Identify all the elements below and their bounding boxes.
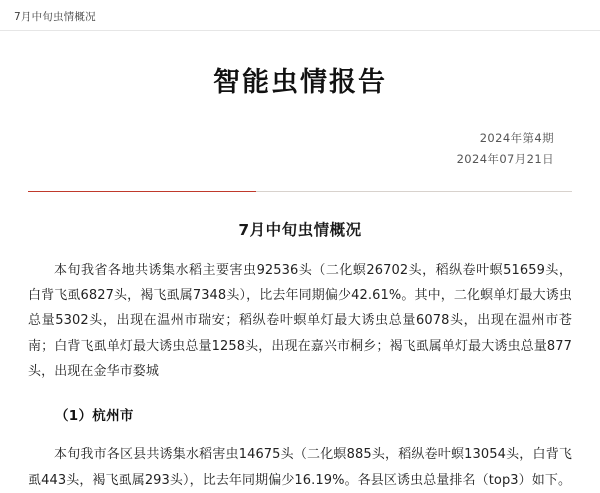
paragraph-overview: 本旬我省各地共诱集水稻主要害虫92536头（二化螟26702头，稻纵卷叶螟51659头，白背飞虱6827头，褐飞虱属7348头），比去年同期偏少42.61%。其中，二化螟单灯最大诱虫总量5302头，出现在温州市瑞安；稻纵卷叶螟单灯最大诱虫总量6078头，出现在温州市苍南；白背飞虱单灯最大诱虫总量1258头，出现在嘉兴市桐乡；褐飞虱属单灯最大诱虫总量877头，出现在金华市婺城 xyxy=(28,262,572,379)
meta-issue: 2024年第4期 xyxy=(479,131,554,146)
page-title: 智能虫情报告 xyxy=(213,67,387,98)
meta-date: 2024年07月21日 xyxy=(456,152,554,167)
section-title: 7月中旬虫情概况 xyxy=(238,220,362,239)
subsection-heading-hangzhou: （1）杭州市 xyxy=(55,408,134,425)
browser-tab-label[interactable]: 7月中旬虫情概况 xyxy=(14,11,96,23)
paragraph-hangzhou: 本旬我市各区县共诱集水稻害虫14675头（二化螟885头，稻纵卷叶螟13054头，白背飞虱443头，褐飞虱属293头），比去年同期偏少16.19%。各县区诱虫总量排名（top3）如下。 xyxy=(28,447,572,488)
document-meta xyxy=(28,128,572,171)
title-divider xyxy=(28,191,572,192)
header-divider xyxy=(0,30,600,31)
document-body xyxy=(0,65,600,493)
